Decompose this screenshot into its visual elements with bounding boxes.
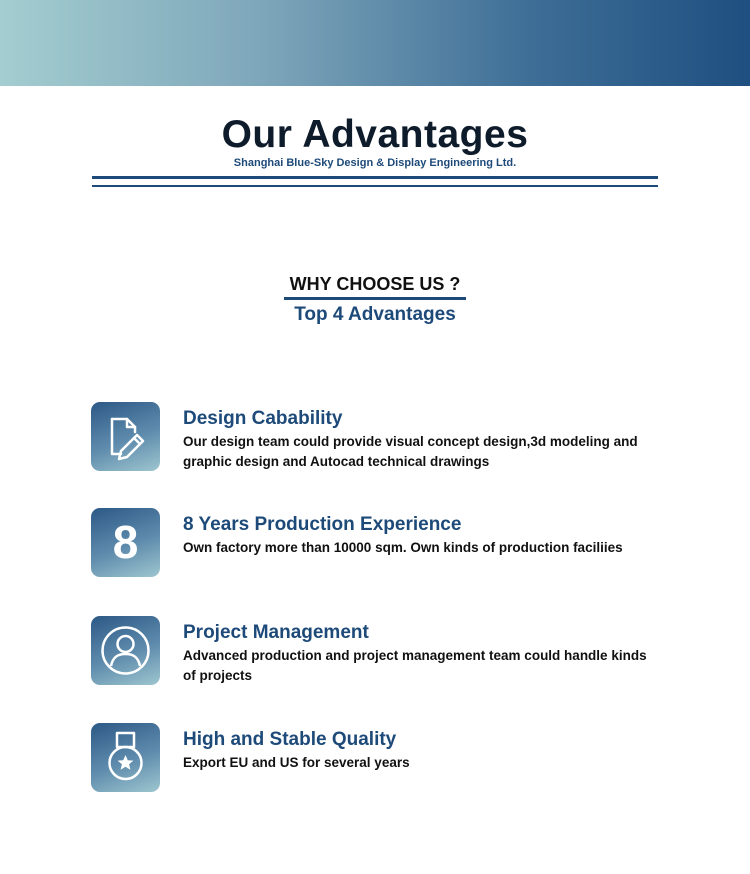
number-eight-icon: 8 <box>112 516 139 568</box>
icon-tile <box>91 616 160 685</box>
advantage-title: Project Management <box>183 622 369 643</box>
icon-tile <box>91 508 160 577</box>
advantage-title: High and Stable Quality <box>183 729 397 750</box>
advantage-description: Export EU and US for several years <box>183 755 410 770</box>
advantage-title: Design Cabability <box>183 408 343 429</box>
heading-underline <box>284 297 466 300</box>
advantage-description: Own factory more than 10000 sqm. Own kinds of production faciliies <box>183 540 623 555</box>
top-advantages-heading: Top 4 Advantages <box>294 304 456 325</box>
user-circle-icon <box>91 616 160 685</box>
company-name: Shanghai Blue-Sky Design & Display Engineering Ltd. <box>233 157 517 169</box>
advantage-description: Advanced production and project management team could handle kinds of projects <box>183 648 647 683</box>
icon-tile <box>91 723 160 792</box>
medal-star-icon <box>91 723 160 792</box>
divider-top <box>92 176 658 179</box>
page-title: Our Advantages <box>221 113 529 156</box>
advantage-title: 8 Years Production Experience <box>183 514 462 535</box>
icon-tile <box>91 402 160 471</box>
advantage-description: Our design team could provide visual concept design,3d modeling and graphic design and Autocad technical drawings <box>183 434 638 469</box>
design-pen-icon <box>91 402 160 471</box>
why-choose-heading: WHY CHOOSE US ? <box>289 274 461 294</box>
header-banner <box>0 0 750 86</box>
divider-bottom <box>92 185 658 187</box>
